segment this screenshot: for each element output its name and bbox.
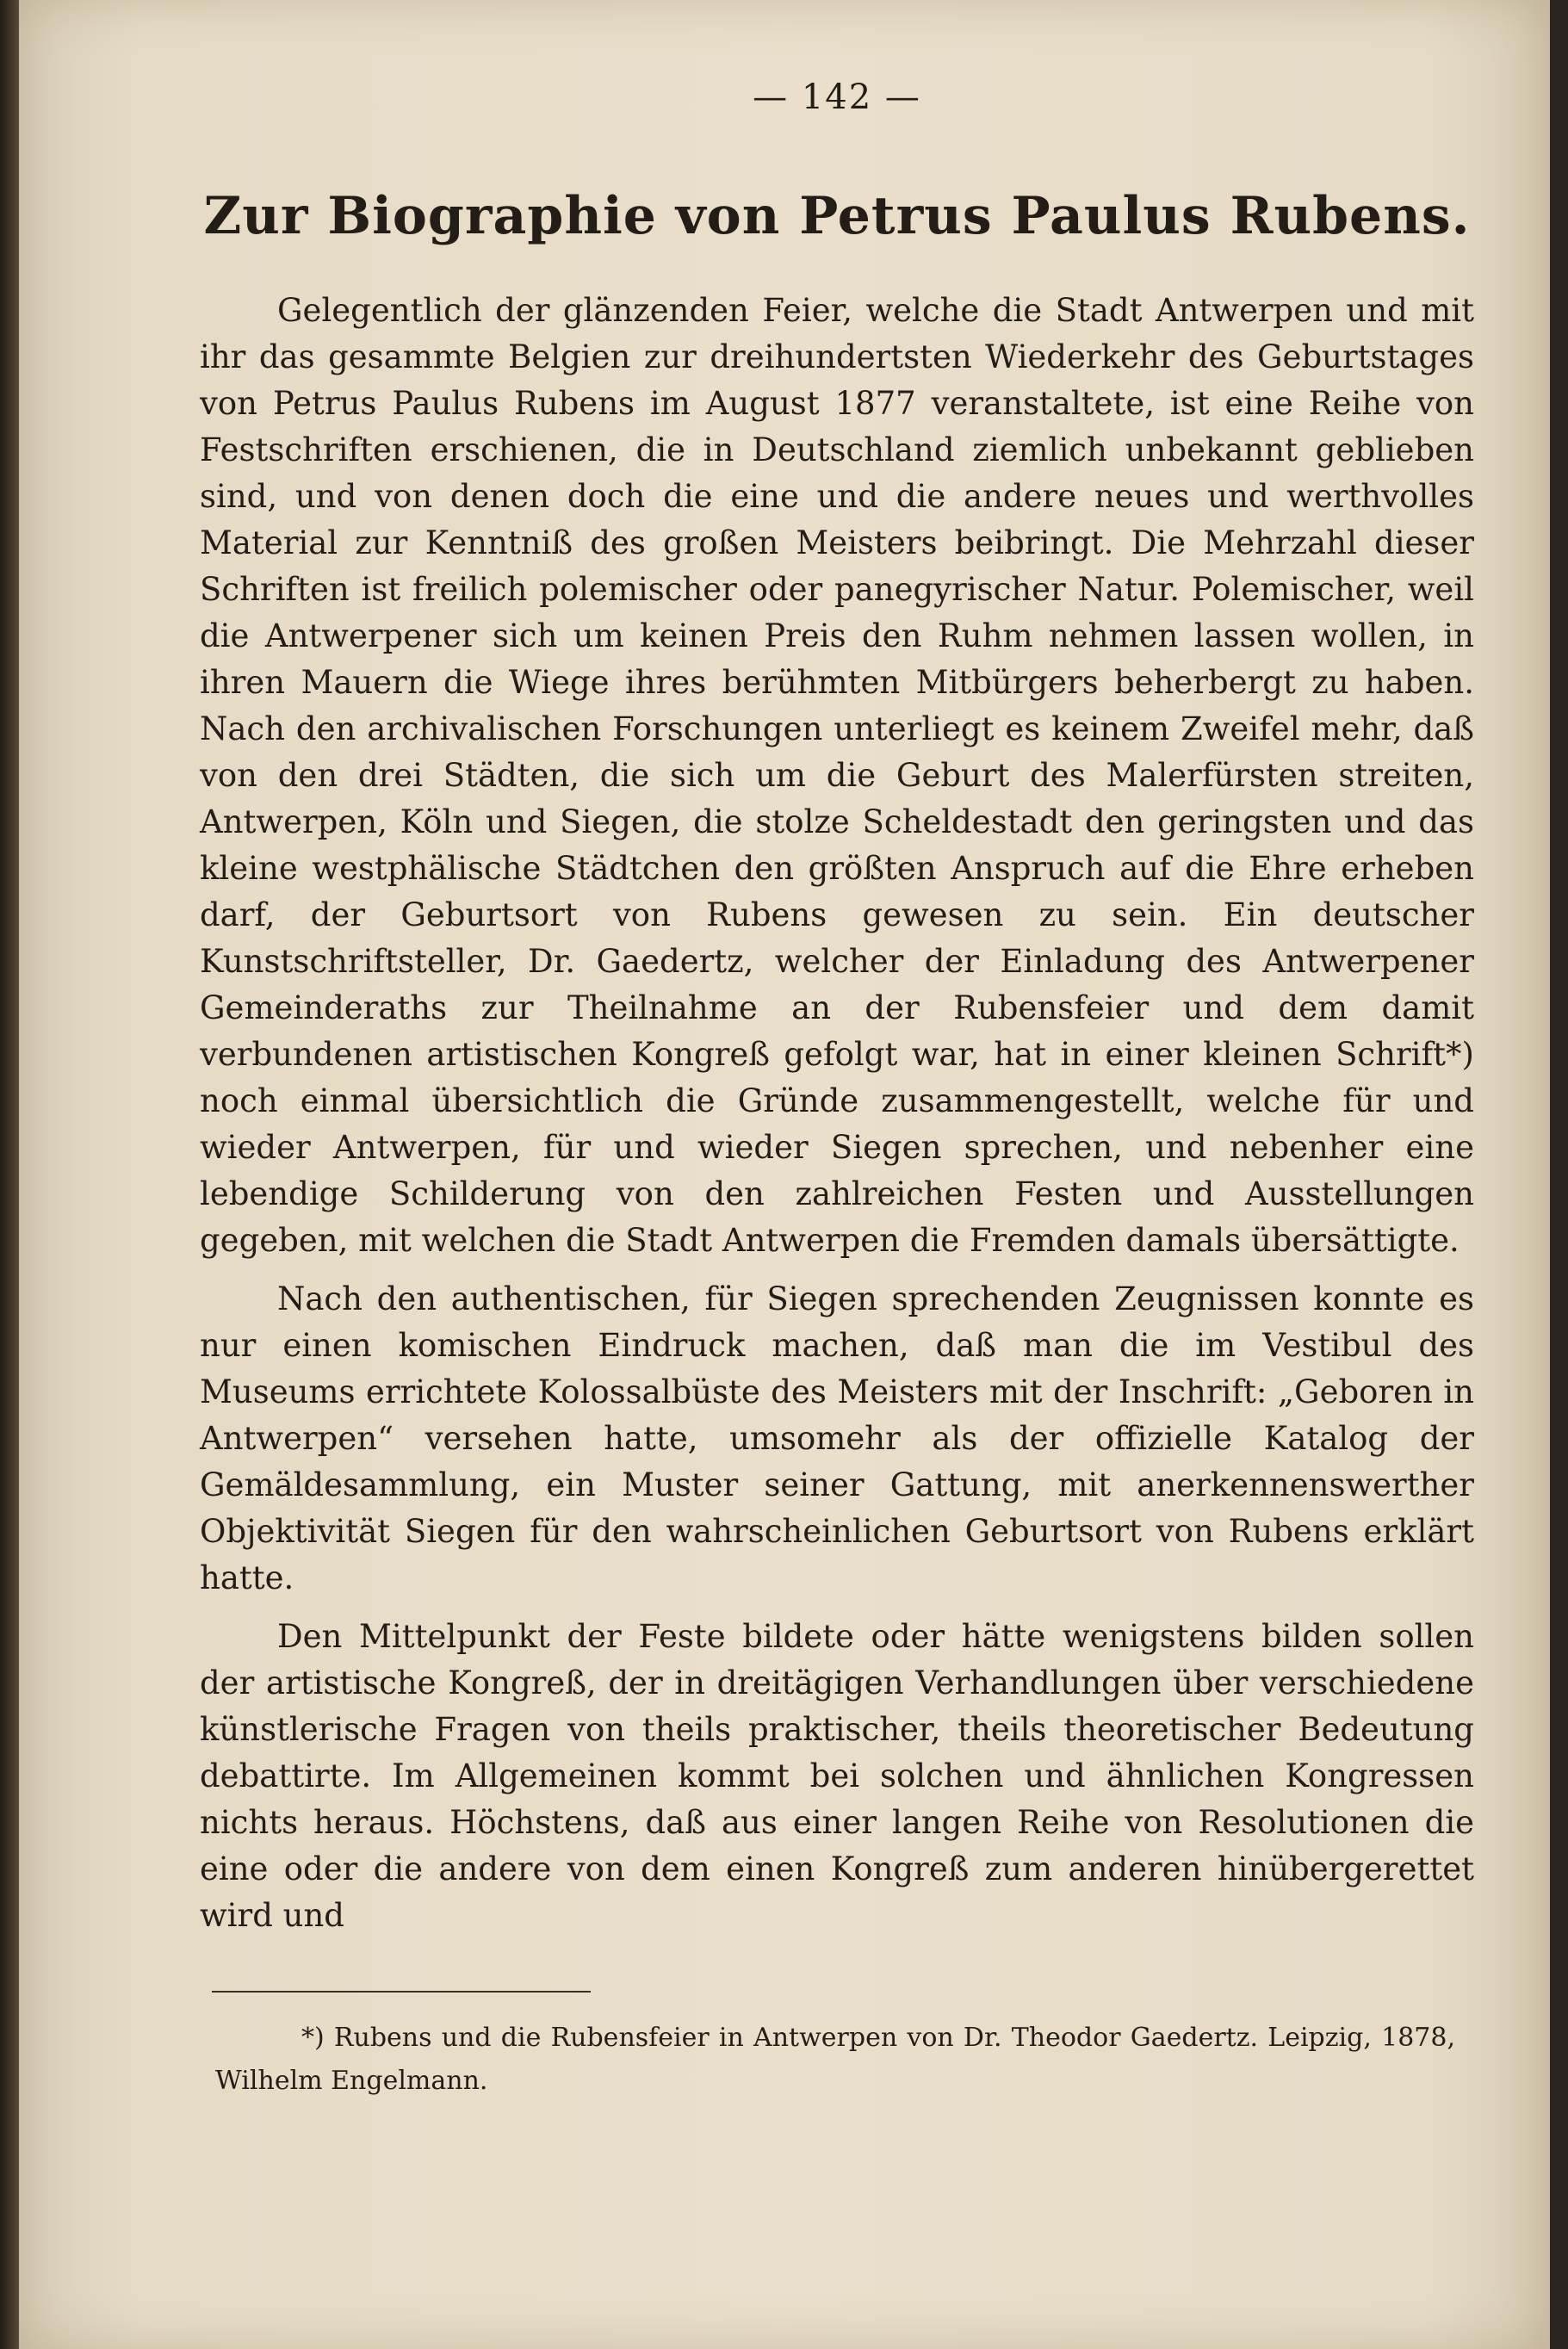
body-paragraph: Gelegentlich der glänzenden Feier, welche die Stadt Antwerpen und mit ihr das gesammte Belgien zur dreihundertsten Wiederkehr des Geburtstages von Petrus Paulus Rubens im August 1877 veranstaltete, ist eine Reihe von Festschriften erschienen, die in Deutschland ziemlich unbekannt geblieben sind, und von denen doch die eine und die andere neues und werthvolles Material zur Kenntniß des großen Meisters beibringt. Die Mehrzahl dieser Schriften ist freilich polemischer oder panegyrischer Natur. Polemischer, weil die Antwerpener sich um keinen Preis den Ruhm nehmen lassen wollen, in ihren Mauern die Wiege ihres berühmten Mitbürgers beherbergt zu haben. Nach den archivalischen Forschungen unterliegt es keinem Zweifel mehr, daß von den drei Städten, die sich um die Geburt des Malerfürsten streiten, Antwerpen, Köln und Siegen, die stolze Scheldestadt den geringsten und das kleine westphälische Städtchen den größten Anspruch auf die Ehre erheben darf, der Geburtsort von Rubens gewesen zu sein. Ein deutscher Kunstschriftsteller, Dr. Gaedertz, welcher der Einladung des Antwerpener Gemeinderaths zur Theilnahme an der Rubensfeier und dem damit verbundenen artistischen Kongreß gefolgt war, hat in einer kleinen Schrift*) noch einmal übersichtlich die Gründe zusammengestellt, welche für und wieder Antwerpen, für und wieder Siegen sprechen, und nebenher eine lebendige Schilderung von den zahlreichen Festen und Ausstellungen gegeben, mit welchen die Stadt Antwerpen die Fremden damals übersättigte. — [200, 292, 1474, 1259]
page-number: — 142 — — [753, 77, 921, 117]
body-paragraph: Den Mittelpunkt der Feste bildete oder hätte wenigstens bilden sollen der artistische Kongreß, der in dreitägigen Verhandlungen über verschiedene künstlerische Fragen von theils praktischer, theils theoretischer Bedeutung debattirte. Im Allgemeinen kommt bei solchen und ähnlichen Kongressen nichts heraus. Höchstens, daß aus einer langen Reihe von Resolutionen die eine oder die andere von dem einen Kongreß zum anderen hinübergerettet wird und — [200, 1618, 1474, 1934]
footnote: *) Rubens und die Rubensfeier in Antwerpen von Dr. Theodor Gaedertz. Leipzig, 1878, Wilhelm Engelmann. — [215, 2023, 1455, 2096]
book-binding-edge — [0, 0, 19, 2349]
footnote-separator — [212, 1991, 591, 1993]
page-content — [200, 77, 1474, 1951]
body-paragraph: Nach den authentischen, für Siegen sprechenden Zeugnissen konnte es nur einen komischen Eindruck machen, daß man die im Vestibul des Museums errichtete Kolossalbüste des Meisters mit der Inschrift: „Geboren in Antwerpen“ versehen hatte, umsomehr als der offizielle Katalog der Gemäldesammlung, ein Muster seiner Gattung, mit anerkennenswerther Objektivität Siegen für den wahrscheinlichen Geburtsort von Rubens erklärt hatte. — [200, 1280, 1474, 1596]
article-title: Zur Biographie von Petrus Paulus Rubens. — [203, 186, 1471, 246]
book-page — [19, 0, 1550, 2349]
